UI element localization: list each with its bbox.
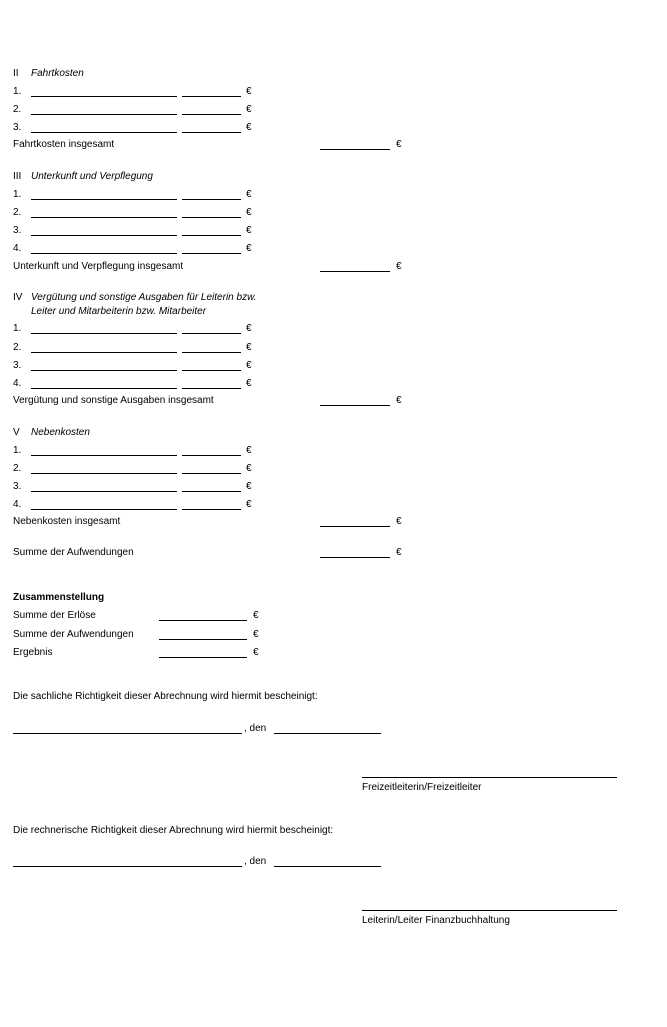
- item-amount-field[interactable]: [182, 333, 241, 334]
- date-field[interactable]: [274, 733, 381, 734]
- section-total-label: Vergütung und sonstige Ausgaben insgesamt: [13, 395, 214, 406]
- euro-sign: €: [246, 342, 252, 353]
- section-number-iv: IV: [13, 292, 23, 303]
- section-title-unterkunft: Unterkunft und Verpflegung: [31, 171, 153, 182]
- euro-sign: €: [246, 189, 252, 200]
- euro-sign: €: [246, 445, 252, 456]
- section-title-nebenkosten: Nebenkosten: [31, 427, 90, 438]
- item-number: 1.: [13, 86, 22, 97]
- item-number: 2.: [13, 463, 22, 474]
- signer-label: Leiterin/Leiter Finanzbuchhaltung: [362, 915, 510, 926]
- euro-sign: €: [396, 395, 402, 406]
- euro-sign: €: [246, 243, 252, 254]
- date-connector: , den: [244, 856, 267, 867]
- item-number: 2.: [13, 104, 22, 115]
- euro-sign: €: [396, 139, 402, 150]
- arithmetic-accuracy-statement: Die rechnerische Richtigkeit dieser Abrechnung wird hiermit bescheinigt:: [13, 825, 334, 836]
- euro-sign: €: [246, 360, 252, 371]
- item-number: 4.: [13, 499, 22, 510]
- euro-sign: €: [253, 610, 259, 621]
- item-amount-field[interactable]: [182, 370, 241, 371]
- item-amount-field[interactable]: [182, 388, 241, 389]
- euro-sign: €: [246, 225, 252, 236]
- place-field[interactable]: [13, 733, 242, 734]
- item-description-field[interactable]: [31, 509, 177, 510]
- item-number: 3.: [13, 481, 22, 492]
- item-amount-field[interactable]: [182, 455, 241, 456]
- section-title-verguetung-line2: Leiter und Mitarbeiterin bzw. Mitarbeiter: [31, 306, 207, 317]
- summary-row-label: Ergebnis: [13, 647, 53, 658]
- item-amount-field[interactable]: [182, 217, 241, 218]
- item-description-field[interactable]: [31, 114, 177, 115]
- item-description-field[interactable]: [31, 96, 177, 97]
- total-expenses-label: Summe der Aufwendungen: [13, 547, 134, 558]
- total-expenses-field[interactable]: [320, 557, 390, 558]
- euro-sign: €: [246, 104, 252, 115]
- item-amount-field[interactable]: [182, 473, 241, 474]
- euro-sign: €: [246, 122, 252, 133]
- euro-sign: €: [246, 323, 252, 334]
- section-total-field[interactable]: [320, 271, 390, 272]
- euro-sign: €: [246, 86, 252, 97]
- section-number-iii: III: [13, 171, 22, 182]
- item-number: 1.: [13, 323, 22, 334]
- item-amount-field[interactable]: [182, 96, 241, 97]
- item-description-field[interactable]: [31, 352, 177, 353]
- euro-sign: €: [253, 647, 259, 658]
- item-number: 1.: [13, 189, 22, 200]
- euro-sign: €: [246, 378, 252, 389]
- summary-amount-field[interactable]: [159, 639, 247, 640]
- factual-accuracy-statement: Die sachliche Richtigkeit dieser Abrechnung wird hiermit bescheinigt:: [13, 691, 318, 702]
- item-number: 3.: [13, 360, 22, 371]
- section-number-v: V: [13, 427, 20, 438]
- place-field[interactable]: [13, 866, 242, 867]
- item-description-field[interactable]: [31, 253, 177, 254]
- item-description-field[interactable]: [31, 132, 177, 133]
- euro-sign: €: [253, 629, 259, 640]
- section-total-label: Nebenkosten insgesamt: [13, 516, 121, 527]
- item-amount-field[interactable]: [182, 509, 241, 510]
- item-amount-field[interactable]: [182, 352, 241, 353]
- item-description-field[interactable]: [31, 217, 177, 218]
- item-description-field[interactable]: [31, 235, 177, 236]
- item-number: 2.: [13, 207, 22, 218]
- date-field[interactable]: [274, 866, 381, 867]
- euro-sign: €: [246, 463, 252, 474]
- summary-row-label: Summe der Aufwendungen: [13, 629, 134, 640]
- euro-sign: €: [396, 516, 402, 527]
- summary-amount-field[interactable]: [159, 657, 247, 658]
- item-amount-field[interactable]: [182, 199, 241, 200]
- summary-title: Zusammenstellung: [13, 592, 105, 603]
- item-amount-field[interactable]: [182, 132, 241, 133]
- summary-row-label: Summe der Erlöse: [13, 610, 96, 621]
- section-total-field[interactable]: [320, 405, 390, 406]
- item-number: 1.: [13, 445, 22, 456]
- item-amount-field[interactable]: [182, 235, 241, 236]
- section-number-ii: II: [13, 68, 19, 79]
- section-total-label: Unterkunft und Verpflegung insgesamt: [13, 261, 184, 272]
- euro-sign: €: [396, 547, 402, 558]
- section-total-label: Fahrtkosten insgesamt: [13, 139, 115, 150]
- item-amount-field[interactable]: [182, 253, 241, 254]
- item-number: 4.: [13, 243, 22, 254]
- item-description-field[interactable]: [31, 333, 177, 334]
- signature-line[interactable]: [362, 777, 617, 778]
- euro-sign: €: [246, 481, 252, 492]
- item-description-field[interactable]: [31, 455, 177, 456]
- item-description-field[interactable]: [31, 199, 177, 200]
- item-number: 3.: [13, 225, 22, 236]
- euro-sign: €: [246, 499, 252, 510]
- item-description-field[interactable]: [31, 388, 177, 389]
- item-description-field[interactable]: [31, 473, 177, 474]
- item-number: 4.: [13, 378, 22, 389]
- signature-line[interactable]: [362, 910, 617, 911]
- item-amount-field[interactable]: [182, 114, 241, 115]
- date-connector: , den: [244, 723, 267, 734]
- item-number: 3.: [13, 122, 22, 133]
- signer-label: Freizeitleiterin/Freizeitleiter: [362, 782, 482, 793]
- section-total-field[interactable]: [320, 149, 390, 150]
- item-amount-field[interactable]: [182, 491, 241, 492]
- section-title-fahrtkosten: Fahrtkosten: [31, 68, 84, 79]
- euro-sign: €: [246, 207, 252, 218]
- section-title-verguetung-line1: Vergütung und sonstige Ausgaben für Leiterin bzw.: [31, 292, 257, 303]
- item-number: 2.: [13, 342, 22, 353]
- section-total-field[interactable]: [320, 526, 390, 527]
- item-description-field[interactable]: [31, 370, 177, 371]
- summary-amount-field[interactable]: [159, 620, 247, 621]
- item-description-field[interactable]: [31, 491, 177, 492]
- euro-sign: €: [396, 261, 402, 272]
